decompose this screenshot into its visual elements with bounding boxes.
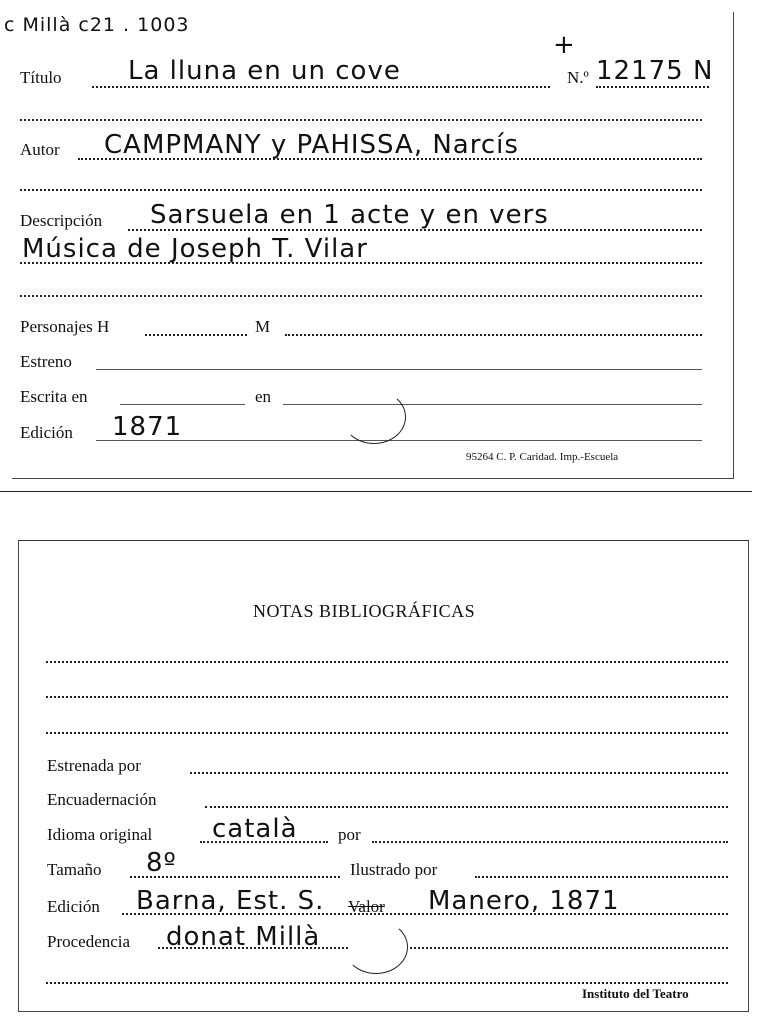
ilustrado-line — [475, 876, 728, 878]
personajes-label: Personajes H — [20, 317, 110, 336]
punch-hole-mark — [342, 390, 406, 444]
encuadernacion-label: Encuadernación — [47, 790, 157, 809]
idioma-por-line — [372, 841, 728, 843]
procedencia-value: donat Millà — [166, 922, 321, 952]
final-line — [46, 982, 728, 984]
notas-line-1 — [46, 661, 728, 663]
valor-label: Valor — [348, 897, 385, 916]
procedencia-line-2 — [410, 947, 728, 949]
descripcion-label: Descripción — [20, 211, 103, 230]
idioma-por-label: por — [338, 825, 361, 844]
titulo-line — [92, 86, 550, 88]
encuadernacion-line — [205, 806, 728, 808]
estreno-label: Estreno — [20, 352, 72, 371]
edicion2-label: Edición — [47, 897, 100, 916]
personajes-m-line — [285, 334, 702, 336]
edicion-line — [96, 440, 702, 441]
escrita-label: Escrita en — [20, 387, 88, 406]
numero-line — [596, 86, 709, 88]
idioma-value: català — [212, 814, 298, 844]
tamano-value: 8º — [146, 848, 177, 878]
cross-mark: + — [553, 30, 576, 60]
institution-footer: Instituto del Teatro — [582, 986, 689, 1001]
titulo-value: La lluna en un cove — [128, 56, 401, 86]
idioma-label: Idioma original — [47, 825, 153, 844]
escrita-en-label: en — [255, 387, 272, 406]
notas-line-3 — [46, 732, 728, 734]
titulo-label: Título — [20, 68, 62, 87]
autor-line-2 — [20, 189, 702, 191]
descripcion-line1: Sarsuela en 1 acte y en vers — [150, 200, 549, 230]
estrenada-line — [190, 772, 728, 774]
titulo-line-2 — [20, 119, 702, 121]
numero-label: N.º — [567, 68, 589, 87]
edicion2-value: Barna, Est. S. — [136, 886, 325, 916]
descripcion-line-3 — [20, 295, 702, 297]
edicion-label: Edición — [20, 423, 73, 442]
notas-heading: NOTAS BIBLIOGRÁFICAS — [253, 601, 476, 621]
punch-hole-mark-2 — [344, 920, 408, 974]
estrenada-label: Estrenada por — [47, 756, 141, 775]
estreno-line — [96, 369, 702, 370]
autor-label: Autor — [20, 140, 60, 159]
personajes-m-label: M — [255, 317, 271, 336]
edicion-value: 1871 — [112, 412, 183, 442]
escrita-line — [120, 404, 245, 405]
ilustrado-label: Ilustrado por — [350, 860, 438, 879]
printer-imprint: 95264 C. P. Caridad. Imp.-Escuela — [466, 451, 619, 463]
card-separator — [0, 491, 752, 492]
tamano-label: Tamaño — [47, 860, 102, 879]
notas-line-2 — [46, 696, 728, 698]
header-archive-note: c Millà c21 . 1003 — [4, 14, 190, 36]
autor-value: CAMPMANY y PAHISSA, Narcís — [104, 130, 519, 160]
procedencia-label: Procedencia — [47, 932, 131, 951]
descripcion-line2: Música de Joseph T. Vilar — [22, 234, 368, 264]
personajes-h-line — [145, 334, 247, 336]
edicion2-value-2: Manero, 1871 — [428, 886, 620, 916]
numero-value: 12175 N — [596, 56, 714, 86]
